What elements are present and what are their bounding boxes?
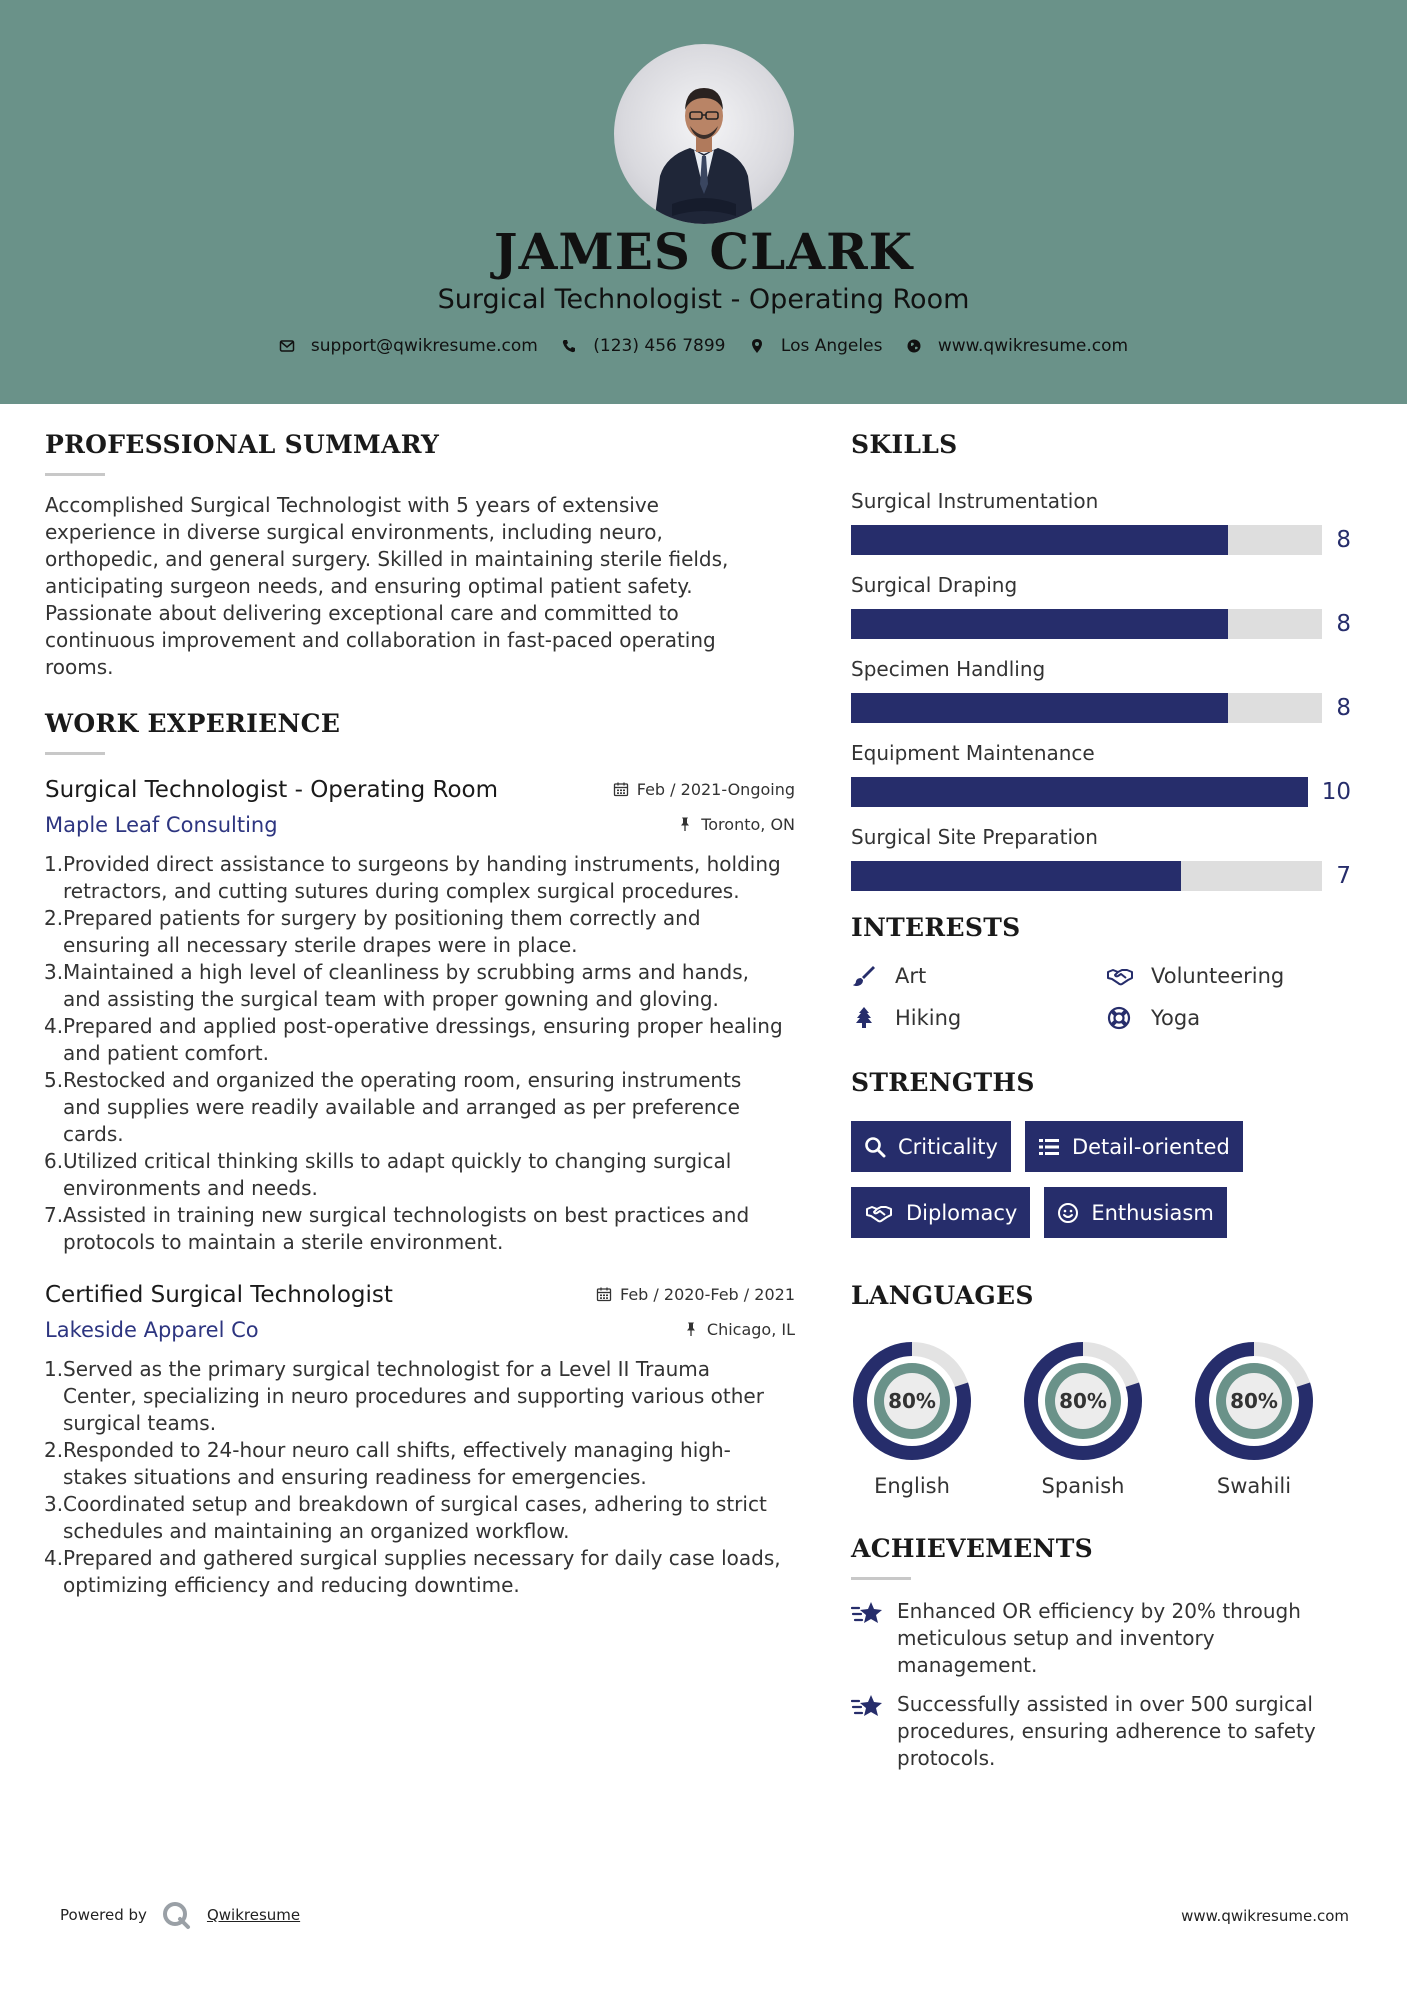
job-location-text: Toronto, ON	[701, 814, 795, 834]
summary-heading: PROFESSIONAL SUMMARY	[45, 430, 440, 459]
right-column	[851, 430, 1351, 1772]
interest-item	[1107, 1006, 1337, 1030]
contact-website[interactable]	[906, 336, 1128, 356]
strength-tag	[851, 1187, 1030, 1238]
qwikresume-logo-icon	[161, 1900, 191, 1930]
heading-divider	[45, 473, 105, 476]
interests-heading: INTERESTS	[851, 913, 1021, 942]
contact-email-text: support@qwikresume.com	[310, 336, 538, 356]
list-item: 5. Restocked and organized the operating room, ensuring instruments and supplies were readily available and arranged as per preference cards.	[44, 1068, 742, 1146]
job-title: Surgical Technologist - Operating Room	[45, 777, 498, 803]
handshake-icon	[864, 1202, 894, 1224]
interest-label: Art	[895, 964, 927, 988]
language-donut	[851, 1340, 973, 1462]
shooting-star-icon	[851, 1691, 885, 1721]
skill-bar	[851, 693, 1322, 723]
skill-value: 8	[1336, 611, 1351, 637]
list-item: 6. Utilized critical thinking skills to adapt quickly to changing surgical environments and needs.	[44, 1149, 732, 1200]
candidate-name: JAMES CLARK	[493, 222, 914, 281]
language-name: Swahili	[1216, 1474, 1292, 1498]
job-dates-text: Feb / 2021-Ongoing	[636, 779, 795, 799]
list-item: 4. Prepared and gathered surgical supplies necessary for daily case loads, optimizing efficiency and reducing downtime.	[44, 1546, 781, 1597]
strength-label: Criticality	[898, 1134, 998, 1159]
skill-bar-fill	[851, 861, 1181, 891]
heading-divider	[851, 1577, 911, 1580]
achievements-heading: ACHIEVEMENTS	[851, 1534, 1093, 1563]
interest-item	[851, 1006, 1107, 1030]
skill-name: Surgical Site Preparation	[851, 825, 1098, 849]
languages-heading: LANGUAGES	[851, 1281, 1034, 1310]
phone-icon	[561, 338, 577, 354]
shooting-star-icon	[851, 1598, 885, 1628]
list-item: 3. Maintained a high level of cleanliness by scrubbing arms and hands, and assisting the surgical team with proper gowning and gloving.	[44, 960, 749, 1011]
achievement-item	[851, 1598, 1351, 1679]
job-dates	[596, 1285, 795, 1304]
language-item	[1022, 1340, 1144, 1498]
job-dates-text: Feb / 2020-Feb / 2021	[620, 1284, 795, 1304]
list-item: 3. Coordinated setup and breakdown of surgical cases, adhering to strict schedules and maintaining an organized workflow.	[44, 1492, 767, 1543]
profile-photo	[614, 44, 794, 224]
company-name: Maple Leaf Consulting	[45, 813, 278, 837]
smile-icon	[1057, 1202, 1079, 1224]
job-title: Certified Surgical Technologist	[45, 1282, 393, 1308]
contact-location	[749, 336, 883, 356]
contact-email[interactable]	[279, 336, 538, 356]
skill-value: 10	[1321, 779, 1351, 805]
language-name: English	[874, 1474, 950, 1498]
envelope-icon	[279, 338, 295, 354]
contact-phone-text: (123) 456 7899	[593, 336, 726, 356]
powered-by-text: Powered by	[60, 1906, 147, 1924]
map-marker-icon	[749, 338, 765, 354]
footer-url[interactable]: www.qwikresume.com	[1181, 1907, 1349, 1925]
resume-header	[0, 0, 1407, 404]
language-percent: 80%	[888, 1389, 936, 1413]
contact-info	[0, 336, 1407, 359]
qwikresume-link[interactable]: Qwikresume	[206, 1906, 301, 1924]
job-responsibilities	[45, 851, 795, 1256]
achievement-text: Successfully assisted in over 500 surgical procedures, ensuring adherence to safety protocols.	[897, 1692, 1316, 1770]
skill-bar-fill	[851, 609, 1228, 639]
languages-list	[851, 1340, 1351, 1498]
job-dates	[613, 780, 795, 799]
interests-list	[851, 964, 1351, 1030]
list-icon	[1038, 1136, 1060, 1158]
company-name: Lakeside Apparel Co	[45, 1318, 259, 1342]
calendar-icon	[596, 1286, 612, 1302]
list-item: 4. Prepared and applied post-operative dressings, ensuring proper healing and patient comfort.	[44, 1014, 783, 1065]
language-donut	[1193, 1340, 1315, 1462]
job-responsibilities	[45, 1356, 795, 1599]
skill-name: Specimen Handling	[851, 657, 1046, 681]
job-entry	[45, 777, 795, 1256]
skill-item	[851, 573, 1351, 639]
pushpin-icon	[683, 1321, 699, 1337]
language-name: Spanish	[1041, 1474, 1125, 1498]
pushpin-icon	[677, 816, 693, 832]
strength-label: Enthusiasm	[1091, 1200, 1214, 1225]
achievement-item	[851, 1691, 1351, 1772]
interest-label: Hiking	[895, 1006, 962, 1030]
strengths-heading: STRENGTHS	[851, 1068, 1035, 1097]
candidate-title: Surgical Technologist - Operating Room	[437, 284, 970, 315]
language-donut	[1022, 1340, 1144, 1462]
skill-value: 8	[1336, 695, 1351, 721]
skill-bar	[851, 777, 1308, 807]
language-percent: 80%	[1059, 1389, 1107, 1413]
skill-item	[851, 657, 1351, 723]
skill-name: Surgical Draping	[851, 573, 1018, 597]
paintbrush-icon	[851, 964, 877, 988]
skill-name: Surgical Instrumentation	[851, 489, 1099, 513]
skill-bar	[851, 609, 1322, 639]
interest-label: Volunteering	[1151, 964, 1285, 988]
list-item: 2. Prepared patients for surgery by positioning them correctly and ensuring all necessary sterile drapes were in place.	[44, 906, 701, 957]
job-location	[683, 1320, 795, 1339]
heading-divider	[45, 752, 105, 755]
tree-icon	[851, 1006, 877, 1030]
strength-label: Diplomacy	[906, 1200, 1018, 1225]
search-icon	[864, 1136, 886, 1158]
skill-item	[851, 825, 1351, 891]
contact-phone[interactable]	[561, 336, 725, 356]
life-ring-icon	[1107, 1006, 1133, 1030]
skill-bar	[851, 861, 1322, 891]
achievement-text: Enhanced OR efficiency by 20% through meticulous setup and inventory management.	[897, 1599, 1301, 1677]
list-item: 7. Assisted in training new surgical technologists on best practices and protocols to maintain a sterile environment.	[44, 1203, 750, 1254]
interest-item	[1107, 964, 1337, 988]
person-portrait-icon	[614, 44, 794, 224]
strength-tag	[1044, 1187, 1226, 1238]
list-item: 1. Served as the primary surgical technologist for a Level II Trauma Center, specializing in neuro procedures and supporting various other surgical teams.	[44, 1357, 764, 1435]
language-percent: 80%	[1230, 1389, 1278, 1413]
work-heading: WORK EXPERIENCE	[45, 709, 341, 738]
skill-value: 7	[1336, 863, 1351, 889]
language-item	[1193, 1340, 1315, 1498]
skills-heading: SKILLS	[851, 430, 958, 459]
job-entry	[45, 1282, 795, 1599]
interest-label: Yoga	[1151, 1006, 1201, 1030]
skill-name: Equipment Maintenance	[851, 741, 1095, 765]
footer-powered-by	[60, 1900, 300, 1930]
skill-bar	[851, 525, 1322, 555]
contact-website-text: www.qwikresume.com	[937, 336, 1129, 356]
strength-tag	[1025, 1121, 1243, 1172]
contact-location-text: Los Angeles	[780, 336, 883, 356]
skill-item	[851, 489, 1351, 555]
strength-label: Detail-oriented	[1071, 1134, 1230, 1159]
list-item: 2. Responded to 24-hour neuro call shifts, effectively managing high-stakes situations and ensuring readiness for emergencies.	[44, 1438, 731, 1489]
skill-value: 8	[1336, 527, 1351, 553]
handshake-icon	[1107, 964, 1133, 988]
list-item: 1. Provided direct assistance to surgeons by handing instruments, holding retractors, and cutting sutures during complex surgical procedures.	[44, 852, 781, 903]
skill-bar-fill	[851, 525, 1228, 555]
job-location-text: Chicago, IL	[706, 1319, 795, 1339]
strength-tag	[851, 1121, 1011, 1172]
skills-list	[851, 489, 1351, 891]
skill-bar-fill	[851, 777, 1308, 807]
skill-bar-fill	[851, 693, 1228, 723]
job-location	[677, 815, 795, 834]
strengths-list	[851, 1121, 1351, 1253]
language-item	[851, 1340, 973, 1498]
interest-item	[851, 964, 1107, 988]
left-column	[45, 430, 795, 1599]
skill-item	[851, 741, 1351, 807]
calendar-icon	[613, 781, 629, 797]
globe-icon	[906, 338, 922, 354]
summary-text: Accomplished Surgical Technologist with 5 years of extensive experience in diverse surgical environments, including neuro, orthopedic, and general surgery. Skilled in maintaining sterile fields, anticipating surgeon needs, and ensuring optimal patient safety. Passionate about delivering exceptional care and committed to continuous improvement and collaboration in fast-paced operating rooms.	[45, 493, 729, 679]
